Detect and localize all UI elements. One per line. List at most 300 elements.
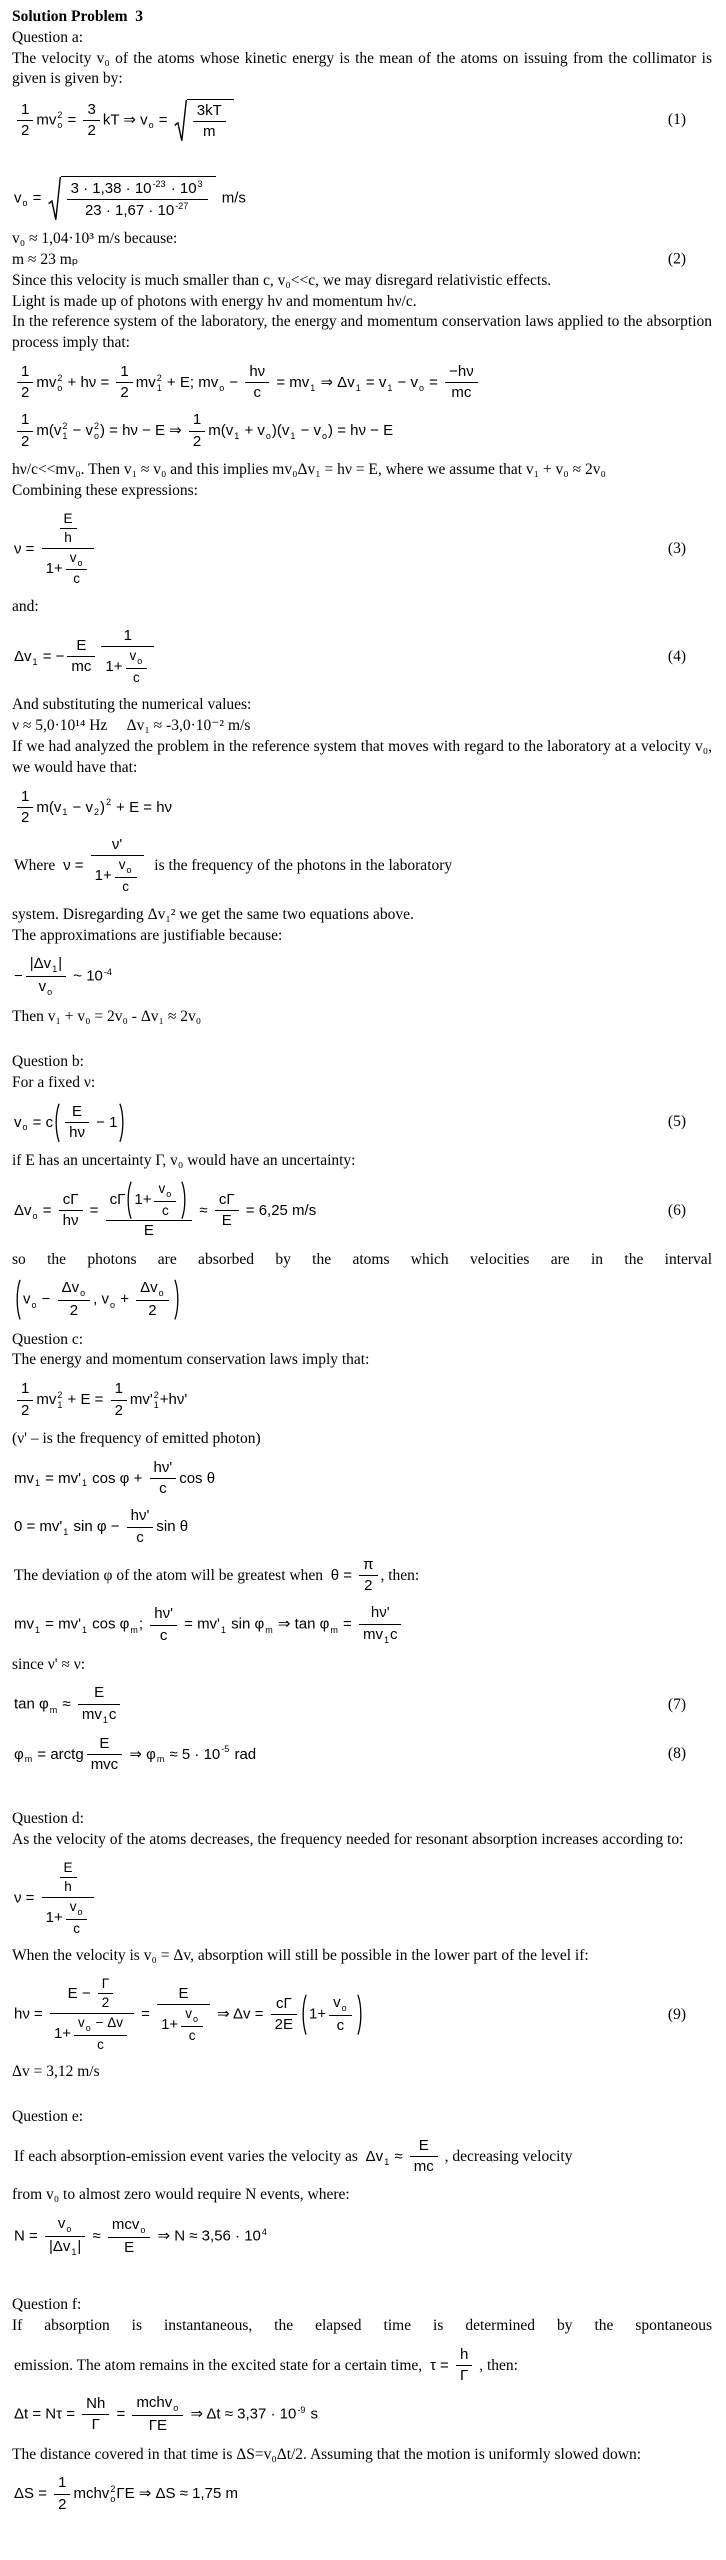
equation xyxy=(14,363,481,403)
fraction xyxy=(157,1985,210,2045)
fraction xyxy=(116,363,132,403)
paragraph xyxy=(12,1151,712,1172)
math-text: mc xyxy=(451,384,472,402)
math-text: mc xyxy=(413,2158,434,2176)
math-text: v xyxy=(69,549,77,565)
denominator xyxy=(67,200,208,220)
paragraph xyxy=(12,49,712,91)
fraction xyxy=(271,1995,297,2035)
right-paren-icon xyxy=(174,1279,180,1320)
math-text: E xyxy=(178,1984,189,2002)
paragraph xyxy=(12,1007,712,1028)
fraction xyxy=(189,411,205,451)
paragraph xyxy=(12,2316,712,2337)
fraction xyxy=(17,101,33,141)
equation xyxy=(14,1684,123,1725)
subscript: 1 xyxy=(63,1526,69,1537)
numerator xyxy=(17,101,33,121)
paragraph-text: Question f: xyxy=(12,2296,82,2314)
equation-line xyxy=(12,1604,712,1645)
paragraph-text: so the photons are absorbed by the atoms which velocities are in the interval xyxy=(12,1250,712,1268)
numerator xyxy=(150,1459,177,1479)
equation-number: (9) xyxy=(667,2005,686,2023)
math-text: sin φ xyxy=(226,1615,265,1633)
math-text: v xyxy=(14,188,22,206)
math-text: mv' xyxy=(129,1391,153,1409)
math-text: 1 xyxy=(58,2474,67,2492)
equation-line xyxy=(12,836,712,896)
superscript: 2 xyxy=(110,2484,116,2495)
math-text: c xyxy=(188,2028,196,2044)
fraction xyxy=(65,1103,89,1143)
fraction xyxy=(115,857,137,895)
equation-line xyxy=(12,411,712,451)
paren-content xyxy=(21,1279,174,1320)
paragraph-text: since ν' ≈ ν: xyxy=(12,1655,86,1673)
math-text: cos φ + xyxy=(88,1469,147,1487)
stacked-scripts xyxy=(157,373,162,393)
subscript: o xyxy=(57,382,63,393)
paragraph-text: Question d: xyxy=(12,1810,84,1828)
parenthesized-group xyxy=(15,1279,180,1320)
math-text: mvc xyxy=(90,1755,119,1773)
equation-number: (3) xyxy=(667,540,686,558)
math-text: v xyxy=(23,1291,31,1309)
subscript: o xyxy=(322,431,328,442)
fraction xyxy=(136,1279,169,1320)
subscript: 1 xyxy=(156,382,162,393)
math-text: 2 xyxy=(87,121,96,139)
equation-number: (4) xyxy=(667,647,686,665)
left-paren-icon xyxy=(54,1103,60,1143)
fraction xyxy=(410,2137,438,2177)
math-text: 2 xyxy=(364,1577,373,1595)
numerator xyxy=(67,637,95,657)
denominator xyxy=(136,1301,169,1320)
math-text: = xyxy=(63,111,81,129)
superscript: 2 xyxy=(62,421,68,432)
left-paren-icon xyxy=(126,1181,132,1219)
fraction xyxy=(456,2346,472,2386)
paren-content xyxy=(132,1181,181,1219)
math-text: θ = xyxy=(330,1566,357,1584)
equation xyxy=(14,1103,126,1143)
equation xyxy=(14,99,236,142)
equation-line xyxy=(12,2394,712,2435)
subscript: 1 xyxy=(81,1624,87,1635)
fraction xyxy=(181,2006,203,2044)
superscript: -5 xyxy=(221,1744,230,1755)
math-text: Δv xyxy=(365,2147,384,2165)
paragraph xyxy=(12,695,712,716)
numerator xyxy=(359,1604,402,1624)
paragraph xyxy=(12,292,712,313)
subscript: 1 xyxy=(310,382,316,393)
math-text: cΓ xyxy=(218,1191,235,1209)
math-text: ≈ xyxy=(58,1696,75,1714)
math-text: m(v xyxy=(36,798,62,816)
math-text: v xyxy=(14,1113,22,1131)
math-text: ; xyxy=(138,1615,148,1633)
stacked-scripts xyxy=(62,421,67,441)
paragraph-text: When the velocity is v₀ = Δv, absorption will still be possible in the lower part of the level if: xyxy=(12,1947,589,1965)
math-text: 2 xyxy=(21,384,30,402)
document-title-line xyxy=(12,7,712,28)
denominator xyxy=(154,1202,176,1219)
denominator xyxy=(215,1211,239,1230)
equation-line xyxy=(12,99,712,142)
math-text: 1+ xyxy=(53,2025,72,2043)
math-text: hν = xyxy=(14,2005,47,2023)
math-text: m/s xyxy=(217,188,246,206)
denominator xyxy=(150,1626,177,1645)
math-text: = xyxy=(424,373,443,391)
fraction xyxy=(111,1380,127,1420)
equation xyxy=(14,1976,364,2053)
superscript: 2 xyxy=(57,372,63,383)
subscript: 1 xyxy=(57,1400,63,1411)
denominator xyxy=(66,570,88,587)
paragraph xyxy=(12,481,712,502)
math-text: ⇒ N ≈ 3,56 · 10 xyxy=(153,2227,261,2245)
fraction xyxy=(66,550,88,588)
math-text: E xyxy=(76,636,87,654)
math-text: Γ xyxy=(460,2366,469,2384)
math-text: Δv xyxy=(14,647,32,665)
equation xyxy=(14,627,157,687)
math-text: cΓ xyxy=(109,1191,126,1209)
math-text: − xyxy=(37,1291,55,1309)
math-text: + E; mv xyxy=(162,373,219,391)
denominator xyxy=(26,977,66,998)
math-text: c xyxy=(73,571,80,587)
denominator xyxy=(108,2238,151,2257)
denominator xyxy=(181,2027,203,2044)
denominator xyxy=(111,1401,127,1420)
math-text: 23 · 1,67 · 10 xyxy=(84,201,175,219)
subscript: o xyxy=(77,1906,83,1917)
math-text: −hν xyxy=(449,362,474,380)
left-paren-icon xyxy=(126,1181,132,1219)
subscript: m xyxy=(156,1754,165,1765)
math-text: ) = hν − E xyxy=(328,422,394,440)
math-text: = mv' xyxy=(41,1615,81,1633)
fraction xyxy=(59,1191,83,1231)
subscript: o xyxy=(166,1188,172,1199)
denominator xyxy=(329,2016,352,2035)
equation-line xyxy=(12,1181,712,1241)
math-text: 2 xyxy=(101,1995,110,2011)
numerator xyxy=(87,1735,123,1755)
numerator xyxy=(154,1181,176,1202)
paragraph xyxy=(12,1809,712,1830)
equation-line xyxy=(12,788,712,828)
fraction xyxy=(126,648,148,686)
fraction xyxy=(215,1191,239,1231)
equation-number: (5) xyxy=(667,1113,686,1131)
equation xyxy=(14,2394,318,2435)
paragraph xyxy=(12,229,712,250)
subscript: o xyxy=(80,1288,86,1299)
paragraph-text: m ≈ 23 mₚ xyxy=(12,251,79,269)
page-title: Solution Problem 3 xyxy=(12,8,144,25)
denominator xyxy=(50,2014,134,2053)
fraction xyxy=(67,637,95,677)
equation xyxy=(14,2346,518,2386)
square-root xyxy=(174,99,234,142)
fraction xyxy=(329,1994,352,2035)
stacked-scripts xyxy=(57,373,62,393)
subscript: o xyxy=(219,382,225,393)
math-text: E xyxy=(99,1734,110,1752)
paragraph-text: Light is made up of photons with energy hν and momentum hν/c. xyxy=(12,292,417,310)
fraction xyxy=(91,836,144,896)
numerator xyxy=(74,2015,127,2036)
math-text: 1 xyxy=(192,411,202,429)
numerator xyxy=(78,1684,121,1704)
math-text: 2 xyxy=(21,432,30,450)
equation-line xyxy=(12,1380,712,1420)
denominator xyxy=(150,1479,177,1498)
fraction xyxy=(78,1684,121,1725)
equation-number: (8) xyxy=(667,1745,686,1763)
math-text: v xyxy=(78,2014,85,2030)
denominator xyxy=(91,856,144,895)
math-text: 1+ xyxy=(105,658,123,676)
math-text: − 1 xyxy=(91,1113,118,1131)
math-text: Γ xyxy=(91,2416,100,2434)
math-text: s xyxy=(306,2405,319,2423)
math-text: hν' xyxy=(130,1507,150,1525)
paragraph-text: if E has an uncertainty Γ, v₀ would have an uncertainty: xyxy=(12,1152,356,1170)
numerator xyxy=(108,2216,151,2238)
paragraph xyxy=(12,1830,712,1851)
math-text: = xyxy=(338,1615,356,1633)
paragraph xyxy=(12,2107,712,2128)
math-text: rad xyxy=(230,1745,257,1763)
paragraph xyxy=(12,2062,712,2083)
equation xyxy=(14,1459,215,1499)
fraction xyxy=(150,1605,177,1645)
numerator xyxy=(60,1860,77,1878)
equation xyxy=(14,411,393,451)
math-text: mv xyxy=(135,373,156,391)
subscript: o xyxy=(110,1300,116,1311)
numerator xyxy=(91,836,144,856)
subscript: m xyxy=(130,1624,138,1635)
math-text: | xyxy=(77,2238,82,2256)
numerator xyxy=(445,363,478,383)
numerator xyxy=(116,363,132,383)
fraction xyxy=(150,1459,177,1499)
denominator xyxy=(127,1528,154,1547)
math-text: m(v xyxy=(36,422,62,440)
paragraph-text: As the velocity of the atoms decreases, the frequency needed for resonant absorption increases according to: xyxy=(12,1831,684,1849)
math-text: = − xyxy=(38,647,65,665)
fraction xyxy=(245,363,269,403)
math-text: ⇒ tan φ xyxy=(273,1615,330,1633)
subscript: m xyxy=(49,1705,58,1716)
denominator xyxy=(82,2415,109,2434)
math-text: = mv' xyxy=(41,1469,81,1487)
subscript: 1 xyxy=(384,2156,390,2167)
fraction xyxy=(87,1735,123,1775)
fraction xyxy=(54,2474,70,2514)
paragraph-text: In the reference system of the laboratory, the energy and momentum conservation laws applied to the absorption process imply that: xyxy=(12,313,712,352)
denominator xyxy=(157,2005,210,2044)
math-text: hν' xyxy=(153,1458,173,1476)
math-text: v xyxy=(38,978,47,996)
superscript: -9 xyxy=(297,2404,306,2415)
math-text: v xyxy=(57,2215,66,2233)
parenthesized-group xyxy=(126,1181,187,1219)
numerator xyxy=(115,857,137,878)
subscript: 1 xyxy=(35,1478,41,1489)
equation xyxy=(14,1380,187,1420)
math-text: ν = xyxy=(63,856,88,874)
subscript: 1 xyxy=(52,964,58,975)
math-text: ΔS = xyxy=(14,2485,52,2503)
denominator xyxy=(115,878,137,895)
subscript: 1 xyxy=(62,431,68,442)
subscript: 2 xyxy=(93,807,99,818)
math-text: sin φ − xyxy=(69,1517,124,1535)
math-text: c xyxy=(108,1705,117,1723)
math-text: mv xyxy=(14,1615,34,1633)
superscript: 2 xyxy=(57,110,63,121)
numerator xyxy=(410,2137,438,2157)
math-text: E xyxy=(418,2136,429,2154)
math-text: ⇒ Δv = xyxy=(212,2005,268,2023)
equation xyxy=(14,1279,181,1320)
math-text: v xyxy=(129,648,137,663)
subscript: m xyxy=(330,1624,338,1635)
right-paren-icon xyxy=(174,1279,180,1320)
math-text: ⇒ φ xyxy=(125,1745,156,1763)
subscript: 1 xyxy=(102,1714,108,1725)
math-text: 2 xyxy=(120,384,129,402)
math-text: · 10 xyxy=(166,179,197,197)
stacked-scripts xyxy=(154,1390,159,1410)
math-text: c xyxy=(136,1528,144,1546)
paragraph xyxy=(12,1350,712,1371)
inline-serif-text: , then: xyxy=(475,2356,518,2374)
fraction xyxy=(17,1380,33,1420)
math-text: hν xyxy=(249,362,266,380)
equation-line xyxy=(12,2346,712,2386)
numerator xyxy=(132,2394,183,2416)
subscript: o xyxy=(148,120,154,131)
subscript: m xyxy=(265,1624,273,1635)
fraction xyxy=(101,627,154,687)
math-text: E xyxy=(143,1222,154,1240)
math-text: v xyxy=(118,857,126,873)
paragraph xyxy=(12,1429,712,1450)
subscript: o xyxy=(31,1300,37,1311)
left-paren-icon xyxy=(54,1103,60,1143)
denominator xyxy=(359,1625,402,1646)
fraction xyxy=(58,1279,91,1320)
math-text: − v xyxy=(296,422,322,440)
equation-line xyxy=(12,1976,712,2053)
superscript: -4 xyxy=(103,966,112,977)
math-text: E xyxy=(72,1102,83,1120)
math-text: π xyxy=(363,1555,374,1573)
subscript: 1 xyxy=(35,1624,41,1635)
equation-number: (7) xyxy=(667,1696,686,1714)
stacked-scripts xyxy=(57,110,62,130)
math-text: 3 xyxy=(87,100,96,118)
fraction xyxy=(445,363,478,403)
math-text: 3kT xyxy=(196,102,222,120)
denominator xyxy=(59,1211,83,1230)
fraction xyxy=(82,2395,109,2435)
fraction xyxy=(359,1604,402,1645)
superscript: 3 xyxy=(197,178,203,189)
denominator xyxy=(245,383,269,402)
subscript: o xyxy=(22,1122,28,1133)
numerator xyxy=(17,411,33,431)
denominator xyxy=(67,657,95,676)
math-text: = xyxy=(38,1201,56,1219)
math-text: c xyxy=(159,1626,168,1644)
subscript: o xyxy=(341,2003,347,2013)
math-text: 1 xyxy=(21,1380,30,1398)
math-text: mv xyxy=(14,1469,34,1487)
denominator xyxy=(60,529,77,546)
subscript: 1 xyxy=(355,382,361,393)
math-text: = 6,25 m/s xyxy=(241,1201,317,1219)
math-text: mc xyxy=(71,658,92,676)
math-text: ) xyxy=(99,798,105,816)
denominator xyxy=(42,549,95,588)
numerator xyxy=(215,1191,239,1211)
fraction xyxy=(193,102,226,142)
equation xyxy=(14,2474,238,2514)
equation-number: (1) xyxy=(667,111,686,129)
math-text: mchv xyxy=(136,2394,173,2412)
math-text: mv xyxy=(362,1625,383,1643)
vertical-gap xyxy=(12,2267,712,2295)
denominator xyxy=(189,432,205,451)
math-text: ≈ xyxy=(88,2227,105,2245)
vertical-gap xyxy=(12,1783,712,1809)
equation-number: (2) xyxy=(667,251,686,269)
math-text: c xyxy=(97,2036,104,2052)
math-text: 2 xyxy=(148,1302,157,1320)
right-paren-icon xyxy=(357,1994,363,2035)
denominator xyxy=(58,1301,91,1320)
denominator xyxy=(17,808,33,827)
paragraph xyxy=(12,312,712,354)
equation xyxy=(14,1556,419,1596)
stacked-scripts xyxy=(110,2484,115,2504)
subscript: o xyxy=(158,1288,164,1299)
numerator xyxy=(67,179,208,200)
denominator xyxy=(17,1401,33,1420)
paragraph-text: The energy and momentum conservation laws imply that: xyxy=(12,1351,370,1369)
math-text: − v xyxy=(68,798,93,816)
math-text: cΓ xyxy=(275,1994,292,2012)
paren-content xyxy=(60,1103,119,1143)
numerator xyxy=(181,2006,203,2027)
fraction xyxy=(83,101,99,141)
paragraph-text: Since this velocity is much smaller than c, v₀<<c, we may disregard relativistic effects. xyxy=(12,271,552,289)
subscript: 1 xyxy=(153,1400,159,1411)
math-text: ν = xyxy=(14,540,39,558)
equation xyxy=(14,2137,572,2177)
math-text: ≈ xyxy=(390,2147,407,2165)
